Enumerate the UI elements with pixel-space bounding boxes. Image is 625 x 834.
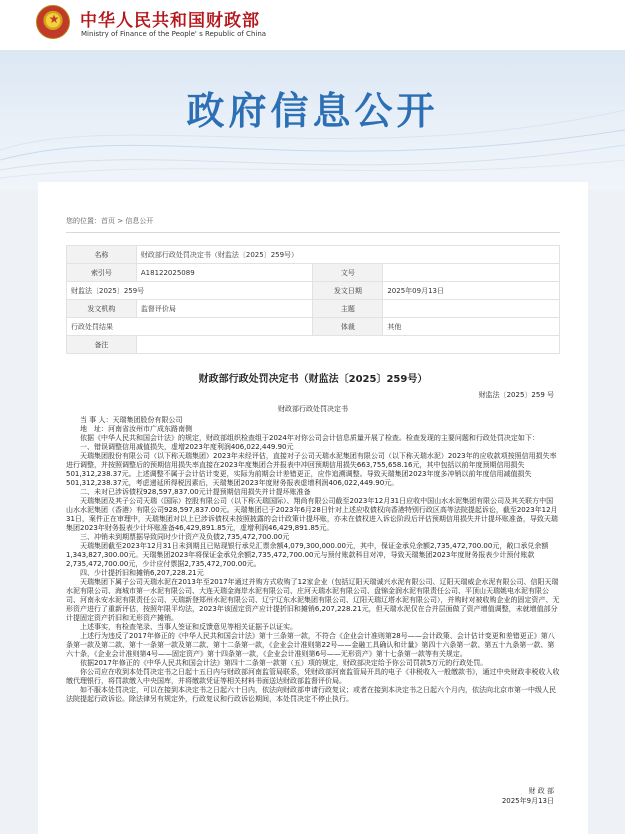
meta-genre-value: 其他 [383,318,560,336]
body-paragraph: 二、未对已涉诉债权928,597,837.00元计提预期信用损失并计提坏账准备 [80,488,311,496]
document-number: 财监法〔2025〕259 号 [478,391,554,399]
signature-block [502,786,554,806]
meta-topic-value-left: 行政处罚结果 [67,318,313,336]
body-paragraph: 天瑞集团股份有限公司（以下称天瑞集团）2023年未经评估，直接对子公司天瑞水泥集团有限公司（以下称天瑞水泥）2023年的应收款项按照信用损失率进行调整，并按照调整后的预期信用损失率直接在2023年度集团合并报表中冲回预期信用损失663,755,658.16元，其中包括以前年度预期信用损失501,312,238.37元。上述调整不属于会计估计变更，实际为前期会计差错更正，应作追溯调整。导致天瑞集团2023年度多冲销以前年度信用减值损失501,312,238.37元，考虑递延所得税因素后，天瑞集团2023年度财务报表虚增利润406,022,449.90元。 [66,452,557,487]
breadcrumb-home-link[interactable]: 首页 [101,217,115,225]
breadcrumb [66,216,153,226]
content-card [38,182,588,834]
meta-docno-label: 文号 [313,264,383,282]
meta-row-date [67,282,560,300]
meta-name-value: 财政部行政处罚决定书（财监法〔2025〕259号） [136,246,559,264]
meta-genre-label: 体裁 [313,318,383,336]
meta-row-name [67,246,560,264]
banner [0,50,625,190]
meta-row-genre [67,318,560,336]
meta-date-label: 发文日期 [313,282,383,300]
body-paragraph: 如不服本处罚决定，可以在接到本决定书之日起六十日内，依法向财政部申请行政复议；或者在接到本决定书之日起六个月内，依法向北京市第一中级人民法院提起行政诉讼。除法律另有规定外，行政复议和行政诉讼期间，本处罚决定不停止执行。 [66,686,556,703]
meta-topic-label: 主题 [313,300,383,318]
meta-remark-label: 备注 [67,336,137,354]
meta-index-value: A18122025089 [136,264,313,282]
document-meta-table [66,245,560,354]
signer: 财 政 部 [528,787,554,795]
meta-remark-value [136,336,559,354]
body-paragraph: 四、少计提折旧和摊销6,207,228.21元 [80,569,204,577]
meta-name-label: 名称 [67,246,137,264]
body-paragraph: 一、错误调整信用减值损失，虚增2023年度利润406,022,449.90元 [80,443,294,451]
body-paragraph: 天瑞集团下属子公司天瑞水泥在2013年至2017年通过并购方式收购了12家企业（包括辽阳天瑞诚兴水泥有限公司、辽阳天瑞威企水泥有限公司、信阳天瑞水泥有限公司、海城市第一水泥有限公司、大连天瑞金海岸水泥有限公司、庄河天瑞水泥有限公司、盘锦金润水泥有限责任公司、平顶山天瑞姚电水泥有限公司、河南永安水泥有限责任公司、天瑞新登郑州水泥有限公司、辽宁辽东水泥集团有限公司、辽阳天瑞辽塔水泥有限公司），并购时对被收购企业的固定资产、无形资产进行了重新评估，按照年限平均法，2023年该固定资产应计提折旧和摊销6,207,228.21元，但天瑞水泥仅在合并层面做了资产增值调整，未就增值部分计提固定资产折旧和无形资产摊销。 [66,578,560,622]
breadcrumb-separator: > [115,217,126,225]
body-paragraph: 你公司应在收到本处罚决定书之日起十五日内与财政部河南监管局联系，凭财政部河南监管局开具的电子《非税收入一般缴款书》，通过中央财政非税收入收缴代理银行，将罚款缴入中央国库，并将缴款凭证等相关材料书面送达财政部监督评价局。 [66,668,560,685]
national-emblem-icon [36,5,70,39]
banner-title: 政府信息公开 [186,89,439,133]
site-header [0,0,625,50]
ministry-name-en: Ministry of Finance of the People' s Republic of China [81,30,267,38]
meta-topic-value [383,300,560,318]
sign-date: 2025年9月13日 [501,797,554,805]
meta-org-value: 监督评价局 [136,300,313,318]
document-title: 财政部行政处罚决定书（财监法〔2025〕259号） [198,374,428,385]
meta-row-org [67,300,560,318]
body-paragraph: 地 址：河南省汝州市广成东路南侧 [80,425,192,433]
meta-org-label: 发文机构 [67,300,137,318]
body-paragraph: 天瑞集团截至2023年12月31日未到期且已贴现银行承兑汇票余额4,079,300,000.00元，其中，保证金承兑余额2,735,472,700.00元，敞口承兑余额1,343,827,300.00元。天瑞集团2023年将保证金承兑余额2,735,472,700.00元与预付账款科目对冲，导致天瑞集团2023年度财务报表少计预付账款2,735,472,700.00元，少计应付票据2,735,472,700.00元。 [66,542,549,568]
meta-index-label: 索引号 [67,264,137,282]
body-paragraph: 上述行为违反了2017年修正的《中华人民共和国会计法》第十三条第一款，不符合《企业会计准则第28号——会计政策、会计估计变更和差错更正》第八条第一款及第二款、第十一条第一款及第二款、第十二条第一款，《企业会计准则第22号——金融工具确认和计量》第四十六条第一款、第五十九条第一款、第六十条，《企业会计准则第4号——固定资产》第十四条第一款，《企业会计准则第6号——无形资产》第十七条第一款等有关规定。 [66,632,555,658]
body-paragraph: 天瑞集团及其子公司天瑞（国际）控股有限公司（以下称天瑞国际）、翔尚有限公司截至2023年12月31日应收中国山水水泥集团有限公司及其关联方中国山水水泥集团（香港）有限公司928,597,837.00元。天瑞集团已于2023年6月28日针对上述应收债权向香港特别行政区高等法院提起诉讼，截至2023年12月31日，案件正在审理中，天瑞集团对以上已涉诉债权未按照披露的会计政策计提坏账，亦未在债权进入诉讼阶段后评估预期信用损失并计提坏账准备，导致天瑞集团2023年财务报表少计坏账准备46,429,891.85元，虚增利润46,429,891.85元。 [66,497,558,532]
meta-row-remark [67,336,560,354]
body-paragraph: 当 事 人：天瑞集团股份有限公司 [80,416,183,424]
body-paragraph: 依据《中华人民共和国会计法》的规定，财政部组织检查组于2024年对你公司会计信息质量开展了检查。检查发现的主要问题和行政处罚决定如下： [80,434,539,442]
meta-date-value: 2025年09月13日 [383,282,560,300]
meta-docno-value-left: 财监法〔2025〕259号 [67,282,313,300]
document-body [66,416,560,704]
breadcrumb-prefix: 您的位置： [66,217,101,225]
breadcrumb-divider [66,232,560,233]
meta-row-index [67,264,560,282]
breadcrumb-section-link[interactable]: 信息公开 [125,217,154,225]
body-paragraph: 三、冲销未到期票据导致同时少计资产及负债2,735,472,700.00元 [80,533,290,541]
emblem-star-icon: ★ [48,12,60,26]
body-paragraph: 依据2017年修正的《中华人民共和国会计法》第四十二条第一款第（五）项的规定，财政部决定给予你公司罚款5万元的行政处罚。 [80,659,488,667]
ministry-name-cn[interactable]: 中华人民共和国财政部 [80,11,260,31]
meta-docno-value [383,264,560,282]
document-subtitle: 财政部行政处罚决定书 [278,405,348,413]
body-paragraph: 上述事实，有检查笔录、当事人签证和反馈意见等相关证据予以证实。 [80,623,297,631]
